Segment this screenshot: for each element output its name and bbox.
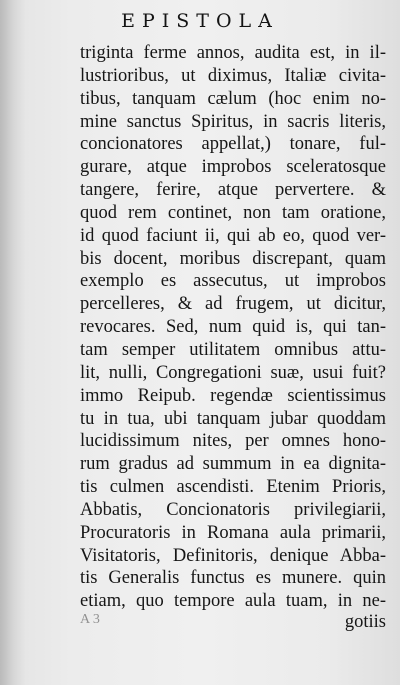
body-text: [80, 42, 386, 613]
gutter-shadow: [0, 0, 26, 685]
text-line: quod rem continet, non tam oratione,: [80, 202, 386, 223]
text-line: gurare, atque improbos sceleratosque: [80, 157, 386, 178]
text-line: etiam, quo tempore aula tuam, in ne-: [80, 591, 386, 612]
text-line: bis docent, moribus discrepant, quam: [80, 248, 386, 269]
text-line: lit, nulli, Congregationi suæ, usui fuit?: [80, 362, 386, 383]
text-line: mine sanctus Spiritus, in sacris literis,: [80, 111, 386, 132]
text-line: tibus, tanquam cælum (hoc enim no-: [80, 88, 386, 109]
text-line: tis Generalis functus es munere. quin: [80, 568, 386, 589]
text-line: Visitatoris, Definitoris, denique Abba-: [80, 545, 386, 566]
running-head: EPISTOLA: [121, 10, 279, 32]
text-line: tam semper utilitatem omnibus attu-: [80, 339, 386, 360]
catchword: gotiis: [344, 612, 386, 632]
text-line: tu in tua, ubi tanquam jubar quoddam: [80, 408, 386, 429]
text-line: Abbatis, Concionatoris privilegiarii,: [80, 499, 386, 520]
text-line: id quod faciunt ii, qui ab eo, quod ver-: [80, 225, 386, 246]
text-line: lustrioribus, ut diximus, Italiæ civita-: [80, 65, 386, 86]
text-line: rum gradus ad summum in ea dignita-: [80, 454, 386, 475]
text-line: Procuratoris in Romana aula primarii,: [80, 522, 386, 543]
text-line: revocares. Sed, num quid is, qui tan-: [80, 317, 386, 338]
text-line: triginta ferme annos, audita est, in il-: [80, 43, 386, 63]
text-line: exemplo es assecutus, ut improbos: [80, 271, 386, 292]
text-line: percelleres, & ad frugem, ut dicitur,: [80, 294, 386, 315]
page-footer: [80, 612, 386, 636]
signature-mark: A 3: [80, 612, 100, 627]
text-line: immo Reipub. regendæ scientissimus: [80, 385, 386, 406]
text-line: tis culmen ascendisti. Etenim Prioris,: [80, 477, 386, 498]
text-line: concionatores appellat,) tonare, ful-: [80, 134, 386, 155]
text-line: tangere, ferire, atque pervertere. &: [80, 180, 386, 201]
text-line: lucidissimum nites, per omnes hono-: [80, 431, 386, 452]
